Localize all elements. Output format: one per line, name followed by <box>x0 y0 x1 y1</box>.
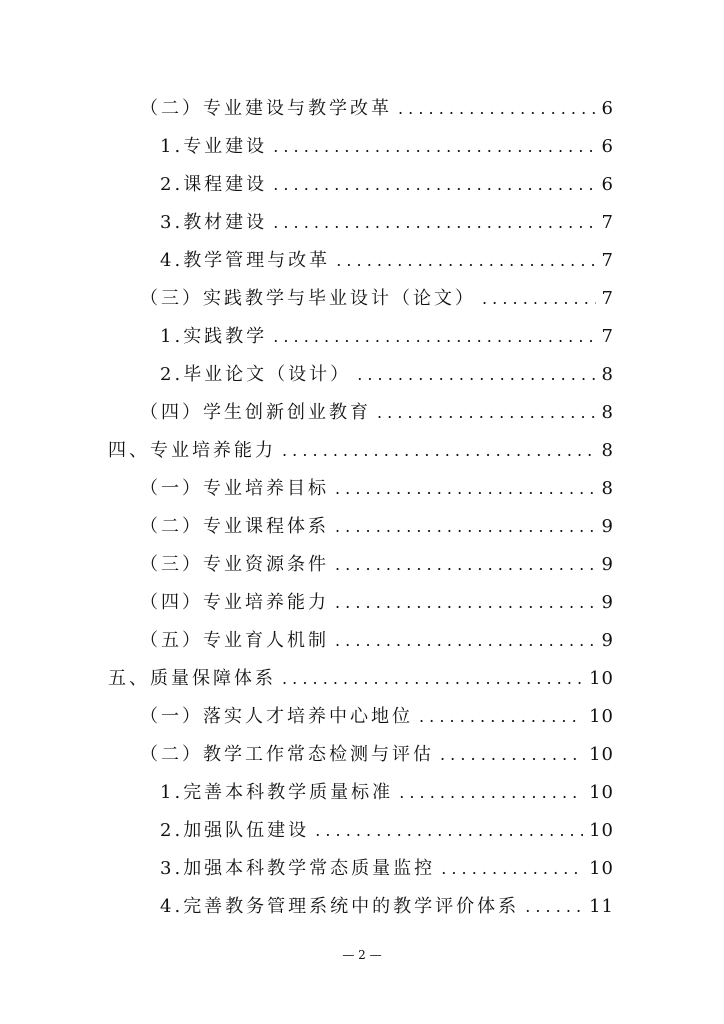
toc-entry[interactable] <box>140 398 614 428</box>
toc-entry[interactable] <box>140 94 614 124</box>
toc-entry-page: 9 <box>601 516 614 537</box>
toc-entry-page: 8 <box>601 364 614 385</box>
toc-entry[interactable] <box>160 892 614 922</box>
toc-entry-page: 10 <box>589 668 614 689</box>
dot-leader <box>482 289 596 308</box>
dot-leader <box>399 783 583 802</box>
toc-entry-title: 教学管理与改革 <box>183 250 331 271</box>
toc-entry-number: 1. <box>160 326 184 347</box>
toc-entry-number: （五） <box>140 630 203 651</box>
toc-entry-title: 完善教务管理系统中的教学评价体系 <box>183 896 520 917</box>
dot-leader <box>335 479 596 498</box>
toc-entry[interactable] <box>160 132 614 162</box>
toc-entry-number: 1. <box>160 136 184 157</box>
toc-entry-title: 专业课程体系 <box>203 516 329 537</box>
dot-leader <box>525 897 583 916</box>
toc-entry-number: （三） <box>140 288 203 309</box>
dot-leader <box>282 669 583 688</box>
dot-leader <box>315 821 583 840</box>
toc-entry-title: 加强本科教学常态质量监控 <box>183 858 436 879</box>
toc-entry-page: 6 <box>601 174 614 195</box>
dot-leader <box>282 441 596 460</box>
dot-leader <box>335 631 596 650</box>
toc-entry[interactable] <box>108 664 614 694</box>
toc-entry-page: 10 <box>589 858 614 879</box>
toc-entry-number: 2. <box>160 820 184 841</box>
toc-entry[interactable] <box>160 208 614 238</box>
dot-leader <box>419 707 583 726</box>
toc-entry[interactable] <box>140 284 614 314</box>
toc-entry[interactable] <box>160 246 614 276</box>
dot-leader <box>273 213 595 232</box>
toc-entry-title: 质量保障体系 <box>150 668 276 689</box>
toc-entry-page: 6 <box>601 136 614 157</box>
toc-entry-title: 专业培养目标 <box>203 478 329 499</box>
toc-entry-number: （二） <box>140 98 203 119</box>
dot-leader <box>377 403 596 422</box>
toc-entry-number: 4. <box>160 250 184 271</box>
toc-entry[interactable] <box>160 170 614 200</box>
toc-entry-number: （一） <box>140 478 203 499</box>
toc-entry-page: 10 <box>589 706 614 727</box>
toc-entry-number: 2. <box>160 174 184 195</box>
dot-leader <box>335 517 596 536</box>
toc-entry-title: 专业建设 <box>183 136 268 157</box>
toc-entry-page: 10 <box>589 782 614 803</box>
toc-entry[interactable] <box>140 550 614 580</box>
toc-entry-title: 实践教学 <box>183 326 268 347</box>
toc-entry[interactable] <box>160 778 614 808</box>
toc-entry-number: 1. <box>160 782 184 803</box>
toc-entry-page: 7 <box>601 212 614 233</box>
toc-entry-number: （三） <box>140 554 203 575</box>
dot-leader <box>357 365 595 384</box>
toc-entry-number: 五、 <box>108 668 150 689</box>
toc-entry-page: 8 <box>601 440 614 461</box>
toc-entry-number: （二） <box>140 516 203 537</box>
toc-entry[interactable] <box>160 360 614 390</box>
toc-entry[interactable] <box>140 474 614 504</box>
toc-entry-title: 课程建设 <box>183 174 268 195</box>
toc-entry[interactable] <box>160 322 614 352</box>
toc-entry-title: 实践教学与毕业设计（论文） <box>203 288 476 309</box>
toc-entry[interactable] <box>140 512 614 542</box>
toc-entry-title: 学生创新创业教育 <box>203 402 371 423</box>
toc-entry[interactable] <box>160 854 614 884</box>
toc-entry-number: 4. <box>160 896 184 917</box>
toc-entry-page: 11 <box>589 896 614 917</box>
toc-entry-title: 教材建设 <box>183 212 268 233</box>
toc-entry-page: 10 <box>589 744 614 765</box>
toc-entry[interactable] <box>108 436 614 466</box>
toc-entry-title: 教学工作常态检测与评估 <box>203 744 434 765</box>
toc-entry-title: 加强队伍建设 <box>183 820 310 841</box>
toc-entry-title: 专业建设与教学改革 <box>203 98 392 119</box>
toc-entry-title: 专业培养能力 <box>150 440 276 461</box>
toc-entry-title: 专业育人机制 <box>203 630 329 651</box>
toc-entry[interactable] <box>140 702 614 732</box>
toc-entry[interactable] <box>140 626 614 656</box>
toc-entry-number: 3. <box>160 212 184 233</box>
toc-entry-page: 9 <box>601 592 614 613</box>
toc-entry-number: 四、 <box>108 440 150 461</box>
page-number-footer: — 2 — <box>342 948 382 962</box>
toc-entry-page: 6 <box>601 98 614 119</box>
toc-entry-number: 3. <box>160 858 184 879</box>
toc-entry-page: 9 <box>601 554 614 575</box>
dot-leader <box>273 137 595 156</box>
dot-leader <box>441 859 583 878</box>
dot-leader <box>440 745 583 764</box>
dot-leader <box>273 327 595 346</box>
dot-leader <box>335 555 596 574</box>
toc-entry-page: 8 <box>601 402 614 423</box>
toc-entry-title: 毕业论文（设计） <box>183 364 352 385</box>
toc-entry-title: 专业资源条件 <box>203 554 329 575</box>
toc-entry-number: （二） <box>140 744 203 765</box>
toc-entry-number: （四） <box>140 592 203 613</box>
toc-entry-page: 8 <box>601 478 614 499</box>
toc-entry-page: 7 <box>601 288 614 309</box>
toc-entry-title: 完善本科教学质量标准 <box>183 782 394 803</box>
toc-entry-page: 9 <box>601 630 614 651</box>
toc-entry-page: 7 <box>601 250 614 271</box>
toc-entry[interactable] <box>140 588 614 618</box>
toc-entry-page: 10 <box>589 820 614 841</box>
toc-entry-number: 2. <box>160 364 184 385</box>
toc-entry-title: 落实人才培养中心地位 <box>203 706 413 727</box>
toc-entry[interactable] <box>160 816 614 846</box>
toc-entry[interactable] <box>140 740 614 770</box>
toc-entry-title: 专业培养能力 <box>203 592 329 613</box>
toc-entry-number: （一） <box>140 706 203 727</box>
dot-leader <box>335 593 596 612</box>
dot-leader <box>398 99 596 118</box>
toc-entry-page: 7 <box>601 326 614 347</box>
toc-entry-number: （四） <box>140 402 203 423</box>
dot-leader <box>273 175 595 194</box>
dot-leader <box>336 251 595 270</box>
